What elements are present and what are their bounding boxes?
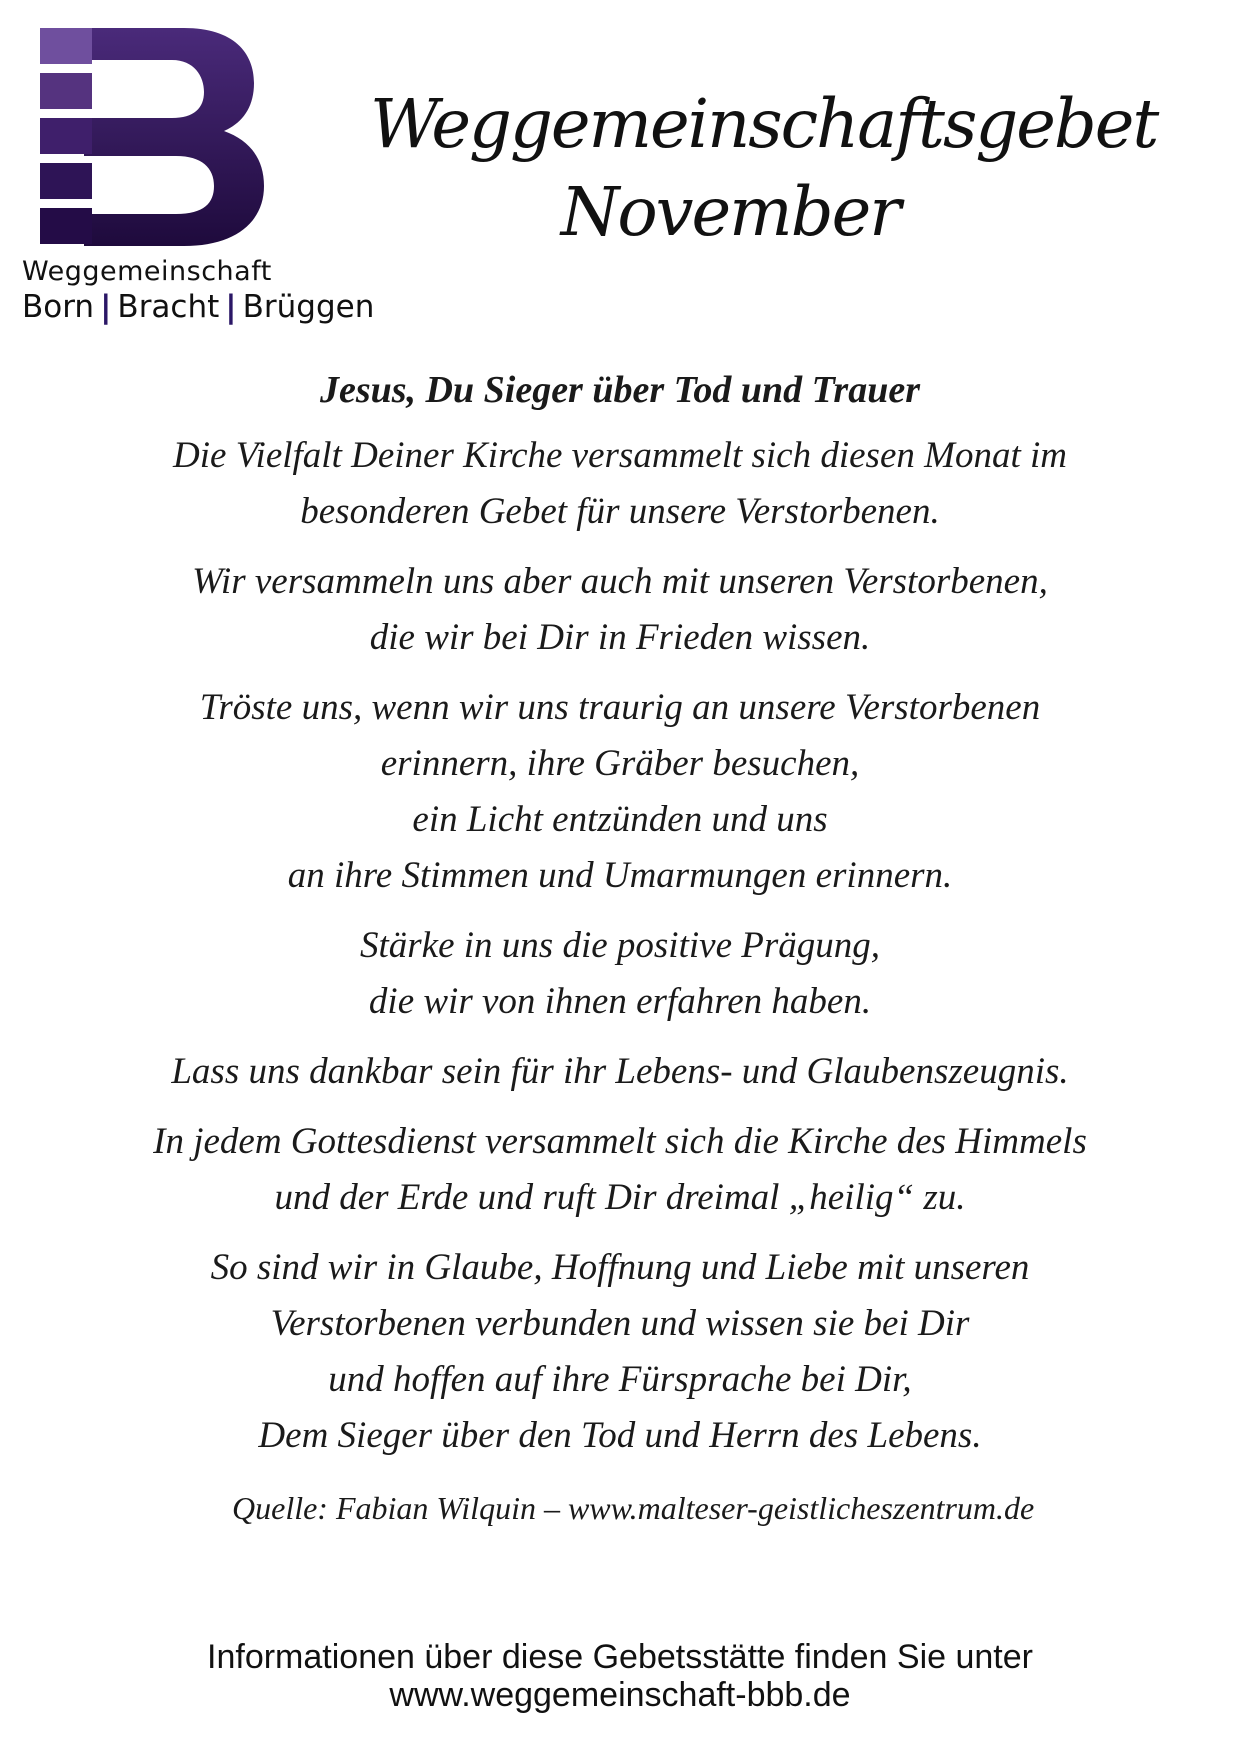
footer xyxy=(40,1638,1200,1714)
logo-b-mark xyxy=(84,28,270,246)
prayer-line: besonderen Gebet für unsere Verstorbenen. xyxy=(300,491,940,532)
place-born: Born xyxy=(22,289,95,325)
prayer-line: und der Erde und ruft Dir dreimal „heilig“ zu. xyxy=(274,1177,966,1218)
footer-text: Informationen über diese Gebetsstätte finden Sie unter xyxy=(207,1638,1033,1676)
logo-bar xyxy=(40,163,92,199)
separator: | xyxy=(100,289,112,325)
prayer-line: und hoffen auf ihre Fürsprache bei Dir, xyxy=(328,1359,912,1400)
prayer-line: ein Licht entzünden und uns xyxy=(412,799,828,840)
title-line-1: Weggemeinschaftsgebet xyxy=(370,85,1158,163)
logo-name: Weggemeinschaft xyxy=(22,256,272,287)
stanza xyxy=(40,428,1200,540)
prayer-line: die wir bei Dir in Frieden wissen. xyxy=(369,617,871,658)
stanza xyxy=(40,918,1200,1030)
footer-url: www.weggemeinschaft-bbb.de xyxy=(389,1676,851,1714)
logo-bar xyxy=(40,208,92,244)
stanza xyxy=(40,554,1200,666)
page-title xyxy=(370,80,1158,256)
logo-text xyxy=(22,256,374,325)
prayer-line: die wir von ihnen erfahren haben. xyxy=(368,981,872,1022)
separator: | xyxy=(225,289,237,325)
place-brueggen: Brüggen xyxy=(242,289,375,325)
title-line-2: November xyxy=(560,173,900,251)
logo xyxy=(40,28,230,248)
prayer-line: In jedem Gottesdienst versammelt sich die Kirche des Himmels xyxy=(153,1121,1087,1162)
logo-places xyxy=(22,289,374,325)
place-bracht: Bracht xyxy=(117,289,220,325)
source-citation: Quelle: Fabian Wilquin – www.malteser-geistlicheszentrum.de xyxy=(232,1490,1035,1526)
prayer-title: Jesus, Du Sieger über Tod und Trauer xyxy=(319,369,921,411)
prayer-line: Verstorbenen verbunden und wissen sie bei Dir xyxy=(270,1303,970,1344)
stanza xyxy=(40,1044,1200,1100)
prayer-line: So sind wir in Glaube, Hoffnung und Liebe mit unseren xyxy=(210,1247,1030,1288)
prayer-line: Dem Sieger über den Tod und Herrn des Lebens. xyxy=(258,1415,982,1456)
prayer-line: Stärke in uns die positive Prägung, xyxy=(360,925,880,966)
prayer-line: Wir versammeln uns aber auch mit unseren Verstorbenen, xyxy=(192,561,1048,602)
stanza xyxy=(40,1114,1200,1226)
logo-bar xyxy=(40,28,92,64)
prayer xyxy=(40,368,1200,1478)
prayer-line: an ihre Stimmen und Umarmungen erinnern. xyxy=(287,855,953,896)
prayer-line: Tröste uns, wenn wir uns traurig an unsere Verstorbenen xyxy=(199,687,1041,728)
stanza xyxy=(40,1240,1200,1464)
prayer-line: erinnern, ihre Gräber besuchen, xyxy=(380,743,860,784)
prayer-line: Die Vielfalt Deiner Kirche versammelt sich diesen Monat im xyxy=(173,435,1067,476)
logo-bar xyxy=(40,73,92,109)
logo-bar xyxy=(40,118,92,154)
stanza xyxy=(40,680,1200,904)
prayer-line: Lass uns dankbar sein für ihr Lebens- und Glaubenszeugnis. xyxy=(171,1051,1069,1092)
